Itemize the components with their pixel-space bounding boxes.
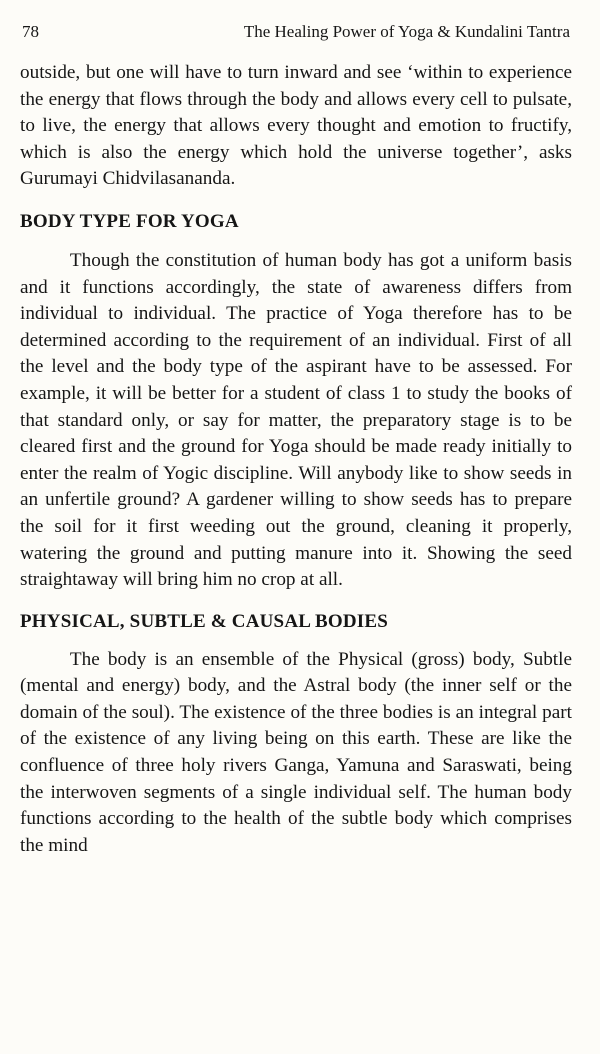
running-head-title: The Healing Power of Yoga & Kundalini Tantra [243, 22, 570, 41]
page-number: 78 [22, 22, 39, 41]
running-head [20, 22, 572, 42]
opening-paragraph: outside, but one will have to turn inward and see ‘within to experience the energy that flows through the body and allows every cell to pulsate, to live, the energy that allows every thought and emotion to fructify, which is also the energy which hold the universe together’, asks Gurumayi Chidvilasananda. [20, 62, 572, 190]
three-bodies-paragraph: The body is an ensemble of the Physical (gross) body, Subtle (mental and energy) body, and the Astral body (the inner self or the domain of the soul). The existence of the three bodies is an integral part of the existence of any living being on this earth. These are like the confluence of three holy rivers Ganga, Yamuna and Saraswati, being the interwoven segments of a single individual self. The human body functions according to the health of the subtle body which comprises the mind [20, 648, 572, 856]
body-type-paragraph: Though the constitution of human body has got a uniform basis and it functions accordingly, the state of awareness differs from individual to individual. The practice of Yoga therefore has to be determined according to the requirement of an individual. First of all the level and the body type of the aspirant have to be assessed. For example, it will be better for a student of class 1 to study the books of that standard only, or say for matter, the preparatory stage is to be cleared first and the ground for Yoga should be made ready initially to enter the realm of Yogic discipline. Will anybody like to show seeds in an unfertile ground? A gardener willing to show seeds has to prepare the soil for it first weeding out the ground, cleaning it properly, watering the ground and putting manure into it. Showing the seed straightaway will bring him no crop at all. [20, 249, 572, 591]
section-heading-bodies: PHYSICAL, SUBTLE & CAUSAL BODIES [20, 610, 389, 632]
section-heading-body-type: BODY TYPE FOR YOGA [20, 210, 239, 232]
